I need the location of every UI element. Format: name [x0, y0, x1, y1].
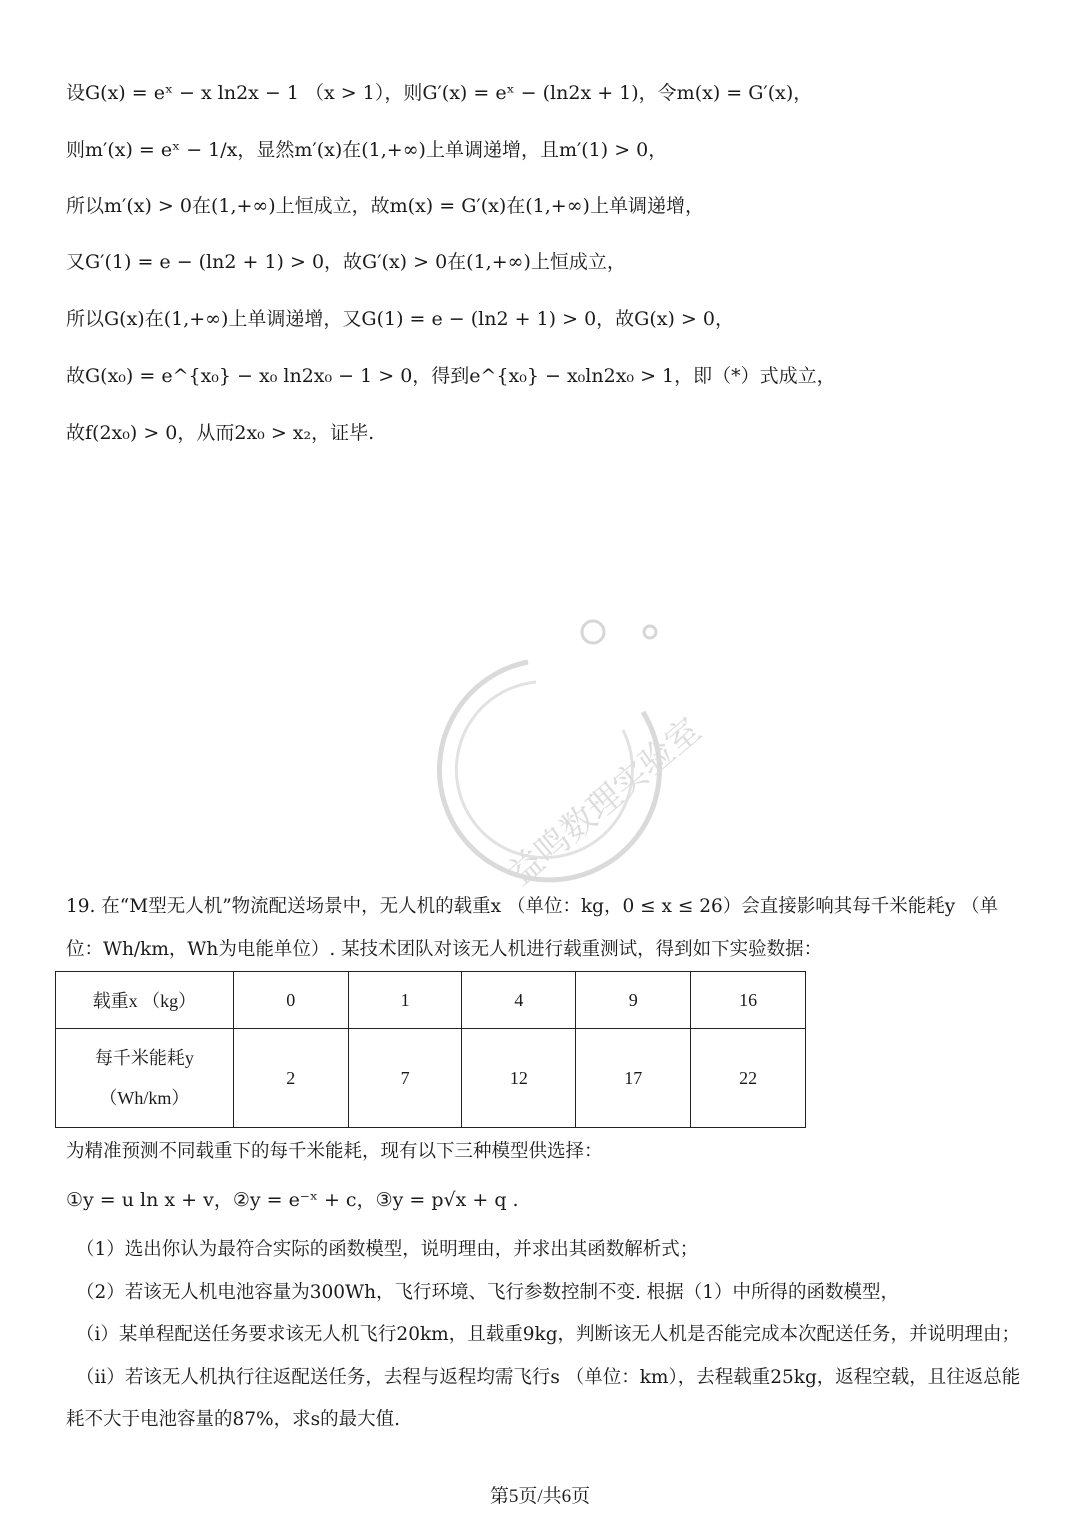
- table-cell: 16: [691, 972, 806, 1029]
- proof-line-4: 又G′(1) = e − (ln2 + 1) > 0，故G′(x) > 0在(1,+∞)上恒成立，: [66, 251, 626, 273]
- page-footer: 第5页/共6页: [489, 1486, 591, 1507]
- table-cell: 9: [576, 972, 691, 1029]
- part-2-ii-line-2: 耗不大于电池容量的87%，求s的最大值.: [66, 1409, 400, 1430]
- data-table: [55, 971, 806, 1128]
- row-header-energy-b: （Wh/km）: [99, 1088, 190, 1108]
- proof-line-6: 故G(x₀) = e^{x₀} − x₀ ln2x₀ − 1 > 0，得到e^{x₀} − x₀ln2x₀ > 1，即（*）式成立，: [66, 365, 836, 387]
- proof-line-2: 则m′(x) = eˣ − 1/x，显然m′(x)在(1,+∞)上单调递增，且m′(1) > 0，: [66, 139, 668, 161]
- proof-line-5: 所以G(x)在(1,+∞)上单调递增，又G(1) = e − (ln2 + 1) > 0，故G(x) > 0，: [66, 308, 734, 330]
- table-cell: 0: [233, 972, 348, 1029]
- part-2-ii-line-1: （ii）若该无人机执行往返配送任务，去程与返程均需飞行s （单位：km），去程载重25kg，返程空载，且往返总能: [76, 1367, 1021, 1388]
- proof-line-7: 故f(2x₀) > 0，从而2x₀ > x₂，证毕.: [66, 422, 375, 444]
- table-row: [56, 972, 806, 1029]
- watermark-seal-icon: [418, 612, 709, 894]
- table-cell: 1: [348, 972, 462, 1029]
- table-cell: 12: [462, 1029, 576, 1128]
- table-cell: 22: [691, 1029, 806, 1128]
- q19-intro-line-1: 19. 在“M型无人机”物流配送场景中，无人机的载重x （单位：kg，0 ≤ x ≤ 26）会直接影响其每千米能耗y （单: [66, 896, 999, 917]
- models-list: ①y = u ln x + v，②y = e⁻ˣ + c，③y = p√x + q .: [66, 1189, 519, 1211]
- part-2-i: （i）某单程配送任务要求该无人机飞行20km，且载重9kg，判断该无人机是否能完成本次配送任务，并说明理由；: [76, 1324, 1021, 1345]
- models-intro: 为精准预测不同载重下的每千米能耗，现有以下三种模型供选择：: [66, 1141, 603, 1162]
- row-header-load: 载重x （kg）: [56, 972, 234, 1029]
- proof-line-3: 所以m′(x) > 0在(1,+∞)上恒成立，故m(x) = G′(x)在(1,+∞)上单调递增，: [66, 195, 704, 217]
- table-cell: 17: [576, 1029, 691, 1128]
- table-row: [56, 1029, 806, 1128]
- table-cell: 2: [233, 1029, 348, 1128]
- part-1: （1）选出你认为最符合实际的函数模型，说明理由，并求出其函数解析式；: [76, 1239, 699, 1260]
- watermark-text: 益鸣数理实验室: [500, 710, 709, 894]
- table-cell: 7: [348, 1029, 462, 1128]
- proof-line-1: 设G(x) = eˣ − x ln2x − 1 （x > 1），则G′(x) = eˣ − (ln2x + 1)，令m(x) = G′(x)，: [66, 82, 813, 104]
- q19-intro-line-2: 位：Wh/km，Wh为电能单位）. 某技术团队对该无人机进行载重测试，得到如下实验数据：: [66, 939, 823, 960]
- row-header-energy: [56, 1029, 234, 1128]
- row-header-energy-a: 每千米能耗y: [94, 1048, 194, 1068]
- table-cell: 4: [462, 972, 576, 1029]
- part-2: （2）若该无人机电池容量为300Wh，飞行环境、飞行参数控制不变. 根据（1）中所得的函数模型，: [76, 1282, 900, 1303]
